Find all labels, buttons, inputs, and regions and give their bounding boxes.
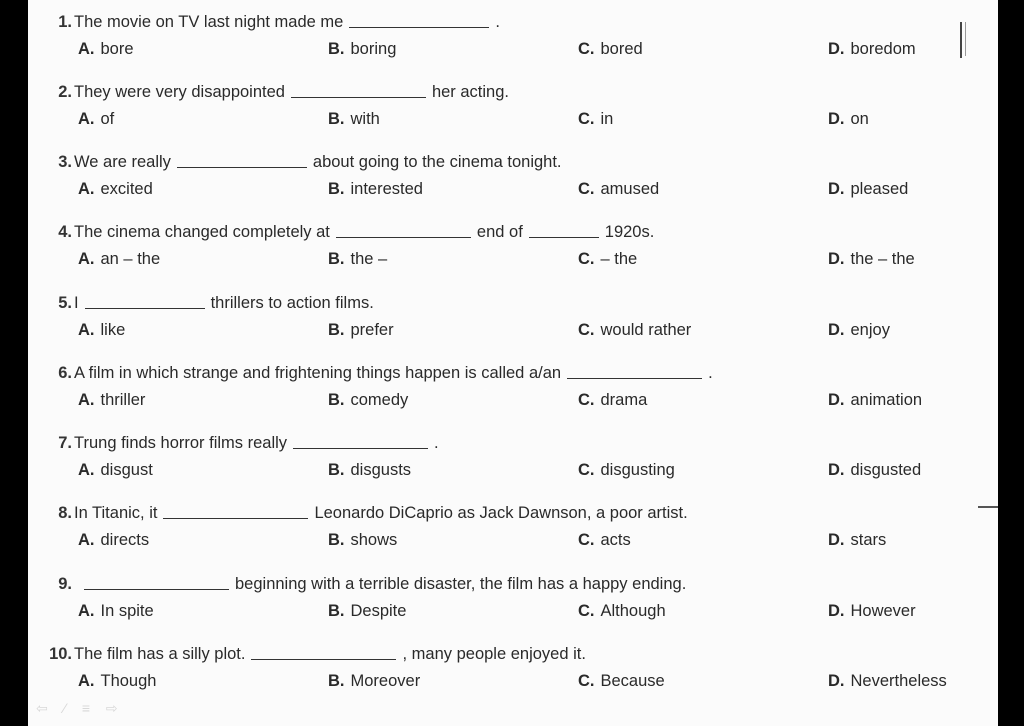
answer-option[interactable] [578,672,665,691]
answer-option[interactable] [828,531,886,550]
option-text: pleased [850,180,909,198]
option-letter: C. [578,531,595,549]
option-letter: A. [78,40,95,58]
answer-option[interactable] [328,672,420,691]
answer-blank[interactable] [251,659,396,660]
option-text: Despite [350,602,407,620]
option-text: Because [600,672,665,690]
option-letter: A. [78,461,95,479]
option-letter: C. [578,461,595,479]
option-text: In spite [100,602,154,620]
option-letter: D. [828,391,845,409]
option-letter: D. [828,602,845,620]
option-letter: C. [578,250,595,268]
answer-option[interactable] [328,391,408,410]
option-text: disgust [100,461,153,479]
option-letter: A. [78,250,95,268]
option-text: enjoy [850,321,890,339]
answer-blank[interactable] [567,378,702,379]
option-letter: D. [828,180,845,198]
answer-option[interactable] [78,180,153,199]
answer-option[interactable] [328,250,387,269]
option-text: would rather [600,321,692,339]
question-item [28,564,998,634]
question-text: . [434,434,439,452]
question-text: , many people enjoyed it. [402,645,586,663]
option-letter: B. [328,602,345,620]
answer-option[interactable] [828,110,869,129]
option-letter: B. [328,321,345,339]
answer-option[interactable] [328,321,394,340]
question-stem [28,10,500,32]
answer-option[interactable] [78,321,125,340]
option-letter: A. [78,672,95,690]
answer-blank[interactable] [529,237,599,238]
question-text: We are really [74,153,171,171]
option-text: Moreover [350,672,421,690]
option-text: stars [850,531,887,549]
option-letter: C. [578,391,595,409]
question-text: thrillers to action films. [210,294,374,312]
question-text: . [495,13,500,31]
option-letter: C. [578,321,595,339]
answer-option[interactable] [78,602,154,621]
question-stem [28,431,439,453]
answer-blank[interactable] [336,237,471,238]
question-number: 7. [58,434,72,452]
question-item [28,283,998,353]
option-text: shows [350,531,398,549]
question-number: 6. [58,364,72,382]
answer-option[interactable] [78,461,153,480]
option-text: bore [100,40,134,58]
answer-option[interactable] [578,40,643,59]
answer-blank[interactable] [85,308,205,309]
question-item [28,423,998,493]
option-text: excited [100,180,153,198]
question-number: 3. [58,153,72,171]
answer-blank[interactable] [291,97,426,98]
option-text: thriller [100,391,146,409]
question-item [28,2,998,72]
question-text: . [708,364,713,382]
option-letter: A. [78,391,95,409]
answer-blank[interactable] [84,589,229,590]
question-stem [28,501,688,523]
question-text: The cinema changed completely at [74,223,330,241]
option-letter: D. [828,531,845,549]
question-number: 1. [58,13,72,31]
toolbar-ghost-icons: ⇦ ⁄ ≡ ⇨ [36,700,124,716]
question-item [28,634,998,704]
option-letter: D. [828,672,845,690]
question-text: Leonardo DiCaprio as Jack Dawnson, a poor artist. [314,504,688,522]
option-letter: B. [328,110,345,128]
option-text: on [850,110,869,128]
option-text: interested [350,180,423,198]
option-letter: D. [828,321,845,339]
option-letter: C. [578,40,595,58]
answer-option[interactable] [828,602,916,621]
question-item [28,493,998,563]
option-text: of [100,110,115,128]
answer-option[interactable] [328,461,411,480]
answer-blank[interactable] [177,167,307,168]
answer-option[interactable] [578,461,675,480]
answer-option[interactable] [578,602,666,621]
answer-blank[interactable] [163,518,308,519]
question-text: I [74,294,79,312]
question-number: 9. [58,575,72,593]
answer-option[interactable] [78,531,149,550]
question-text: her acting. [431,83,509,101]
question-number: 2. [58,83,72,101]
option-text: amused [600,180,660,198]
option-letter: B. [328,250,345,268]
option-text: prefer [350,321,394,339]
answer-option[interactable] [328,110,380,129]
question-text: about going to the cinema tonight. [312,153,562,171]
option-text: drama [600,391,648,409]
answer-blank[interactable] [349,27,489,28]
option-text: the – the [850,250,915,268]
question-item [28,353,998,423]
cursor-mark [965,22,966,56]
option-letter: C. [578,672,595,690]
answer-option[interactable] [78,391,145,410]
option-letter: B. [328,531,345,549]
answer-option[interactable] [578,180,659,199]
option-text: animation [850,391,923,409]
question-text: beginning with a terrible disaster, the film has a happy ending. [235,575,687,593]
answer-blank[interactable] [293,448,428,449]
question-stem [28,642,586,664]
option-text: directs [100,531,150,549]
option-text: an – the [100,250,161,268]
answer-option[interactable] [328,180,423,199]
option-letter: A. [78,321,95,339]
answer-option[interactable] [328,531,397,550]
option-text: comedy [350,391,409,409]
answer-option[interactable] [578,321,691,340]
answer-option[interactable] [78,110,114,129]
question-text: end of [476,223,523,241]
answer-option[interactable] [78,250,160,269]
option-text: However [850,602,916,620]
answer-option[interactable] [78,672,156,691]
option-letter: B. [328,391,345,409]
option-text: acts [600,531,631,549]
option-letter: A. [78,602,95,620]
question-text: 1920s. [604,223,655,241]
question-stem [28,150,562,172]
option-letter: B. [328,180,345,198]
answer-option[interactable] [828,672,947,691]
option-letter: A. [78,531,95,549]
option-text: disgusting [600,461,675,479]
option-text: Nevertheless [850,672,947,690]
option-letter: B. [328,40,345,58]
option-letter: B. [328,672,345,690]
option-letter: C. [578,602,595,620]
option-text: with [350,110,380,128]
question-number: 4. [58,223,72,241]
question-stem [28,361,713,383]
answer-option[interactable] [578,250,637,269]
question-text: The movie on TV last night made me [74,13,344,31]
answer-option[interactable] [828,321,890,340]
option-text: – the [600,250,638,268]
option-letter: C. [578,110,595,128]
answer-option[interactable] [828,461,921,480]
answer-option[interactable] [78,40,134,59]
question-stem [28,220,654,242]
option-text: the – [350,250,388,268]
question-text: In Titanic, it [74,504,158,522]
worksheet-page [28,0,998,726]
answer-option[interactable] [828,391,922,410]
option-text: boring [350,40,397,58]
question-stem [28,80,509,102]
answer-option[interactable] [578,391,647,410]
question-item [28,72,998,142]
option-letter: D. [828,461,845,479]
option-letter: C. [578,180,595,198]
question-text: A film in which strange and frightening things happen is called a/an [74,364,562,382]
answer-option[interactable] [828,250,915,269]
question-number: 10. [49,645,72,663]
option-text: like [100,321,126,339]
question-item [28,212,998,282]
option-text: boredom [850,40,916,58]
option-letter: D. [828,250,845,268]
edge-tick [978,506,998,508]
option-text: bored [600,40,643,58]
question-text: They were very disappointed [74,83,285,101]
option-letter: D. [828,40,845,58]
option-text: Though [100,672,157,690]
cursor-mark [960,22,962,58]
question-text: Trung finds horror films really [74,434,288,452]
option-text: Although [600,602,666,620]
option-letter: A. [78,180,95,198]
answer-option[interactable] [328,602,406,621]
answer-option[interactable] [828,180,908,199]
option-text: disgusted [850,461,922,479]
answer-option[interactable] [328,40,396,59]
answer-option[interactable] [578,110,613,129]
option-letter: D. [828,110,845,128]
option-text: disgusts [350,461,412,479]
option-text: in [600,110,614,128]
question-number: 5. [58,294,72,312]
question-text: The film has a silly plot. [74,645,246,663]
answer-option[interactable] [578,531,631,550]
option-letter: A. [78,110,95,128]
question-stem [28,572,686,594]
answer-option[interactable] [828,40,916,59]
question-stem [28,291,374,313]
option-letter: B. [328,461,345,479]
question-item [28,142,998,212]
question-number: 8. [58,504,72,522]
